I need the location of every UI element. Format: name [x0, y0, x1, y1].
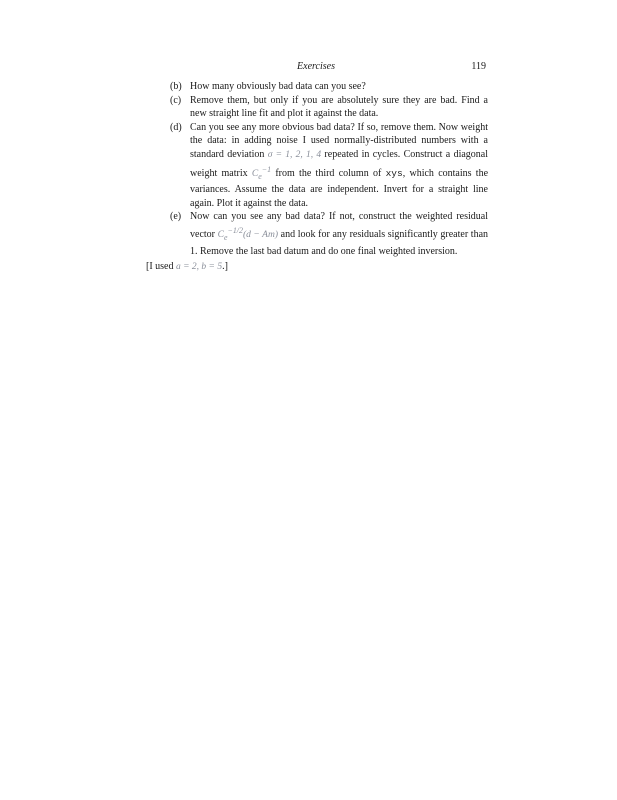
item-text-part: and look for any residuals significantly greater than 1. Remove the last bad datum and do one final weighted inversion.: [190, 229, 489, 257]
weight-matrix-math: [251, 164, 272, 181]
sigma-values-math: σ = 1, 2, 1, 4: [267, 149, 322, 160]
exercise-item-b: [146, 80, 488, 94]
matrix-subscript: e: [258, 171, 262, 181]
item-text: Remove them, but only if you are absolutely sure they are bad. Find a new straight line fit and plot it against the data.: [190, 94, 488, 120]
exercise-item-e: [146, 210, 488, 258]
item-marker: (e): [170, 211, 182, 223]
matrix-superscript: −1/2: [227, 225, 243, 235]
note-prefix: [I used: [146, 261, 174, 273]
matrix-superscript: −1: [261, 164, 272, 174]
item-text-part: Now can you see any bad data? If not, construct the weighted residual vector: [190, 211, 488, 241]
item-text-part: repeated in cycles. Construct a diagonal weight matrix: [190, 148, 489, 179]
running-header: [146, 61, 486, 75]
page-number: 119: [471, 61, 486, 72]
exercise-item-d: [146, 121, 488, 211]
footnote: [146, 260, 488, 275]
item-text-part: from the third column of: [275, 167, 382, 179]
matrix-subscript: e: [224, 233, 228, 243]
item-marker: (d): [170, 121, 182, 133]
item-text-part: , which contains the variances. Assume the data are independent. Invert for a straight line again. Plot it against the data.: [190, 167, 489, 209]
residual-vector-math: [217, 225, 278, 243]
item-marker: (c): [170, 94, 182, 106]
item-text-part: Can you see any more obvious bad data? If so, remove them. Now weight the data: in adding noise I used normally-distributed numbers with a standard deviation: [190, 121, 488, 160]
matrix-symbol: C: [217, 230, 224, 241]
item-text: How many obviously bad data can you see?: [190, 81, 366, 92]
item-marker: (b): [170, 81, 182, 92]
code-variable: xys: [385, 167, 403, 179]
residual-expression: (d − Am): [242, 230, 278, 241]
running-title: Exercises: [297, 61, 335, 72]
note-math: a = 2, b = 5: [176, 262, 223, 273]
matrix-symbol: C: [251, 168, 259, 179]
note-suffix: .]: [222, 261, 228, 273]
exercise-item-c: [146, 94, 488, 121]
exercise-body: [146, 80, 488, 275]
